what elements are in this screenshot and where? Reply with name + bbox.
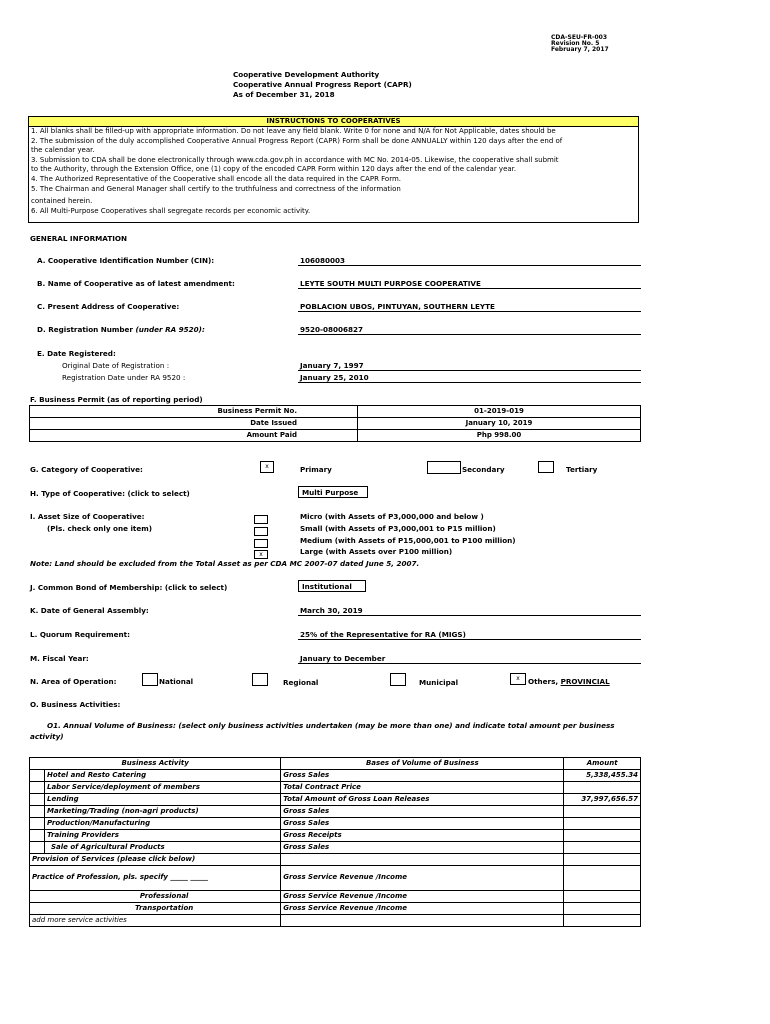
activity-cell: Training Providers xyxy=(45,830,281,842)
registration-number-label xyxy=(37,325,205,334)
category-tertiary-checkbox[interactable] xyxy=(538,461,554,473)
amount-cell[interactable] xyxy=(564,818,641,830)
amount-paid-value[interactable]: Php 998.00 xyxy=(358,430,641,442)
asset-medium-label: Medium (with Assets of P15,000,001 to P100 million) xyxy=(300,536,516,545)
coop-name-value[interactable]: LEYTE SOUTH MULTI PURPOSE COOPERATIVE xyxy=(300,279,481,288)
activity-cell: Production/Manufacturing xyxy=(45,818,281,830)
page-title-authority: Cooperative Development Authority xyxy=(233,70,380,79)
row-checkbox-cell[interactable] xyxy=(30,782,45,794)
ra9520-date-value[interactable]: January 25, 2010 xyxy=(300,373,369,382)
amount-cell[interactable] xyxy=(564,854,641,866)
table-row xyxy=(30,903,641,915)
registration-number-label-text: D. Registration Number xyxy=(37,325,133,334)
area-others-text: Others, xyxy=(528,677,559,686)
asset-large-checkbox[interactable]: x xyxy=(254,550,268,559)
row-checkbox-cell[interactable] xyxy=(30,830,45,842)
area-national-label: National xyxy=(159,677,194,686)
activity-cell: Lending xyxy=(45,794,281,806)
instruction-line: 3. Submission to CDA shall be done electronically through www.cda.gov.ph in accordance with MC No. 2014-05. Likewise, the cooperative shall submit xyxy=(31,155,559,164)
category-primary-label: Primary xyxy=(300,465,332,474)
row-checkbox-cell[interactable] xyxy=(30,770,45,782)
activity-cell: Sale of Agricultural Products xyxy=(45,842,281,854)
activity-cell: Labor Service/deployment of members xyxy=(45,782,281,794)
row-checkbox-cell[interactable] xyxy=(30,818,45,830)
provision-services-cell[interactable]: Provision of Services (please click below) xyxy=(30,854,281,866)
table-row xyxy=(30,915,641,927)
quorum-value[interactable]: 25% of the Representative for RA (MIGS) xyxy=(300,630,466,639)
row-checkbox-cell[interactable] xyxy=(30,806,45,818)
coop-name-label: B. Name of Cooperative as of latest amendment: xyxy=(37,279,235,288)
activity-cell: Marketing/Trading (non-agri products) xyxy=(45,806,281,818)
amount-cell[interactable] xyxy=(564,782,641,794)
table-row xyxy=(30,866,641,891)
instruction-line: contained herein. xyxy=(31,197,93,206)
table-row xyxy=(30,406,641,418)
activity-cell: Hotel and Resto Catering xyxy=(45,770,281,782)
original-date-underline xyxy=(298,370,641,371)
asset-small-checkbox[interactable] xyxy=(254,527,268,536)
amount-cell[interactable] xyxy=(564,903,641,915)
cin-underline xyxy=(298,265,641,266)
quorum-underline xyxy=(298,639,641,640)
category-tertiary-label: Tertiary xyxy=(566,465,598,474)
table-row xyxy=(30,854,641,866)
area-others-value[interactable]: PROVINCIAL xyxy=(560,677,610,686)
ra9520-date-underline xyxy=(298,382,641,383)
table-row xyxy=(30,794,641,806)
coop-name-underline xyxy=(298,288,641,289)
table-row xyxy=(30,818,641,830)
area-municipal-label: Municipal xyxy=(419,678,459,687)
professional-cell[interactable]: Professional xyxy=(30,891,281,903)
business-permit-heading: F. Business Permit (as of reporting period) xyxy=(30,395,203,404)
bases-cell: Total Amount of Gross Loan Releases xyxy=(281,794,564,806)
business-activities-heading: O. Business Activities: xyxy=(30,700,121,709)
business-permit-table xyxy=(29,405,641,442)
page-title-date: As of December 31, 2018 xyxy=(233,90,335,99)
revision-number: Revision No. 5 xyxy=(551,40,600,47)
asset-small-label: Small (with Assets of P3,000,001 to P15 million) xyxy=(300,524,496,533)
instruction-line: 1. All blanks shall be filled-up with appropriate information. Do not leave any field blank. Write 0 for none and N/A for Not Applicable, dates should be xyxy=(31,127,556,135)
address-underline xyxy=(298,311,641,312)
table-row xyxy=(30,806,641,818)
area-regional-label: Regional xyxy=(283,678,319,687)
amount-cell[interactable] xyxy=(564,891,641,903)
instruction-line: 5. The Chairman and General Manager shall certify to the truthfulness and correctness of the information xyxy=(31,184,401,193)
fiscal-year-label: M. Fiscal Year: xyxy=(30,654,89,663)
table-row xyxy=(30,891,641,903)
bases-cell xyxy=(281,915,564,927)
date-issued-value[interactable]: January 10, 2019 xyxy=(358,418,641,430)
asset-note: Note: Land should be excluded from the Total Asset as per CDA MC 2007-07 dated June 5, 2007. xyxy=(30,559,420,568)
original-date-value[interactable]: January 7, 1997 xyxy=(300,361,364,370)
registration-number-value[interactable]: 9520-08006827 xyxy=(300,325,363,334)
amount-cell[interactable] xyxy=(564,842,641,854)
transportation-cell[interactable]: Transportation xyxy=(30,903,281,915)
common-bond-label: J. Common Bond of Membership: (click to select) xyxy=(30,583,228,592)
table-row xyxy=(30,842,641,854)
registration-number-underline xyxy=(298,334,641,335)
amount-cell[interactable] xyxy=(564,806,641,818)
asset-micro-checkbox[interactable] xyxy=(254,515,268,524)
category-secondary-checkbox[interactable] xyxy=(427,461,461,474)
asset-micro-label: Micro (with Assets of P3,000,000 and below ) xyxy=(300,512,484,521)
amount-cell[interactable] xyxy=(564,915,641,927)
category-label: G. Category of Cooperative: xyxy=(30,465,143,474)
asset-size-label: I. Asset Size of Cooperative: xyxy=(30,512,145,521)
date-issued-label: Date Issued xyxy=(30,418,358,430)
o1-description-line1: O1. Annual Volume of Business: (select only business activities undertaken (may be more than one) and indicate total amount per business xyxy=(47,721,615,730)
category-primary-checkbox[interactable]: x xyxy=(260,461,274,473)
type-select[interactable]: Multi Purpose xyxy=(298,486,368,498)
amount-cell[interactable]: 5,338,455.34 xyxy=(564,770,641,782)
o1-description-line2: activity) xyxy=(30,732,64,741)
instruction-line: 4. The Authorized Representative of the Cooperative shall encode all the data required in the CAPR Form. xyxy=(31,174,402,183)
column-header-bases: Bases of Volume of Business xyxy=(281,758,564,770)
area-others-checkbox[interactable]: x xyxy=(510,673,526,685)
cin-value[interactable]: 106080003 xyxy=(300,256,346,265)
amount-cell[interactable] xyxy=(564,830,641,842)
fiscal-year-underline xyxy=(298,663,641,664)
instruction-line: 6. All Multi-Purpose Cooperatives shall segregate records per economic activity. xyxy=(31,206,311,215)
area-of-operation-label: N. Area of Operation: xyxy=(30,677,117,686)
fiscal-year-value[interactable]: January to December xyxy=(300,654,386,663)
common-bond-select[interactable]: Institutional xyxy=(298,580,366,592)
general-info-heading: GENERAL INFORMATION xyxy=(30,234,128,243)
bases-cell: Total Contract Price xyxy=(281,782,564,794)
original-date-label: Original Date of Registration : xyxy=(62,361,170,370)
bases-cell: Gross Receipts xyxy=(281,830,564,842)
category-secondary-label: Secondary xyxy=(462,465,505,474)
area-regional-checkbox[interactable] xyxy=(252,673,268,686)
asset-size-instruction: (Pls. check only one item) xyxy=(47,524,153,533)
bases-cell: Gross Service Revenue /Income xyxy=(281,903,564,915)
instruction-line: 2. The submission of the duly accomplished Cooperative Annual Progress Report (CAPR) Form shall be done ANNUALLY within 120 days after the end of xyxy=(31,136,563,145)
table-row xyxy=(30,430,641,442)
permit-no-value[interactable]: 01-2019-019 xyxy=(358,406,641,418)
date-registered-label: E. Date Registered: xyxy=(37,349,116,358)
area-others-label xyxy=(528,677,610,686)
row-checkbox-cell[interactable] xyxy=(30,794,45,806)
column-header-amount: Amount xyxy=(564,758,641,770)
asset-large-label: Large (with Assets over P100 million) xyxy=(300,547,453,556)
table-row xyxy=(30,418,641,430)
bases-cell: Gross Sales xyxy=(281,842,564,854)
amount-paid-label: Amount Paid xyxy=(30,430,358,442)
bases-cell: Gross Sales xyxy=(281,818,564,830)
table-row xyxy=(30,782,641,794)
page-title-report: Cooperative Annual Progress Report (CAPR) xyxy=(233,80,412,89)
revision-date: February 7, 2017 xyxy=(551,46,609,53)
address-value[interactable]: POBLACION UBOS, PINTUYAN, SOUTHERN LEYTE xyxy=(300,302,495,311)
instruction-line: to the Authority, through the Extension Office, one (1) copy of the encoded CAPR Form within 120 days after the end of the calendar year. xyxy=(31,165,517,174)
type-label: H. Type of Cooperative: (click to select) xyxy=(30,489,190,498)
table-header-row xyxy=(30,758,641,770)
table-row xyxy=(30,770,641,782)
column-header-activity: Business Activity xyxy=(30,758,281,770)
ra9520-date-label: Registration Date under RA 9520 : xyxy=(62,373,186,382)
quorum-label: L. Quorum Requirement: xyxy=(30,630,130,639)
form-code: CDA-SEU-FR-003 xyxy=(551,34,608,41)
area-national-checkbox[interactable] xyxy=(142,673,158,686)
add-more-activities-link[interactable]: add more service activities xyxy=(30,915,281,927)
cin-label: A. Cooperative Identification Number (CIN): xyxy=(37,256,215,265)
asset-medium-checkbox[interactable] xyxy=(254,539,268,548)
row-checkbox-cell[interactable] xyxy=(30,842,45,854)
general-assembly-underline xyxy=(298,615,641,616)
bases-cell: Gross Sales xyxy=(281,770,564,782)
instructions-box xyxy=(28,116,639,223)
address-label: C. Present Address of Cooperative: xyxy=(37,302,180,311)
permit-no-label: Business Permit No. xyxy=(30,406,358,418)
practice-profession-cell[interactable]: Practice of Profession, pls. specify _____ _____ xyxy=(30,866,281,891)
area-municipal-checkbox[interactable] xyxy=(390,673,406,686)
amount-cell[interactable]: 37,997,656.57 xyxy=(564,794,641,806)
bases-cell: Gross Sales xyxy=(281,806,564,818)
instruction-line: the calendar year. xyxy=(31,146,95,155)
table-row xyxy=(30,830,641,842)
general-assembly-label: K. Date of General Assembly: xyxy=(30,606,149,615)
general-assembly-value[interactable]: March 30, 2019 xyxy=(300,606,363,615)
amount-cell[interactable] xyxy=(564,866,641,891)
instructions-title: INSTRUCTIONS TO COOPERATIVES xyxy=(29,117,638,127)
bases-cell: Gross Service Revenue /Income xyxy=(281,891,564,903)
bases-cell xyxy=(281,854,564,866)
business-activities-table xyxy=(29,757,641,927)
bases-cell: Gross Service Revenue /Income xyxy=(281,866,564,891)
registration-number-label-italic: (under RA 9520): xyxy=(135,325,205,334)
